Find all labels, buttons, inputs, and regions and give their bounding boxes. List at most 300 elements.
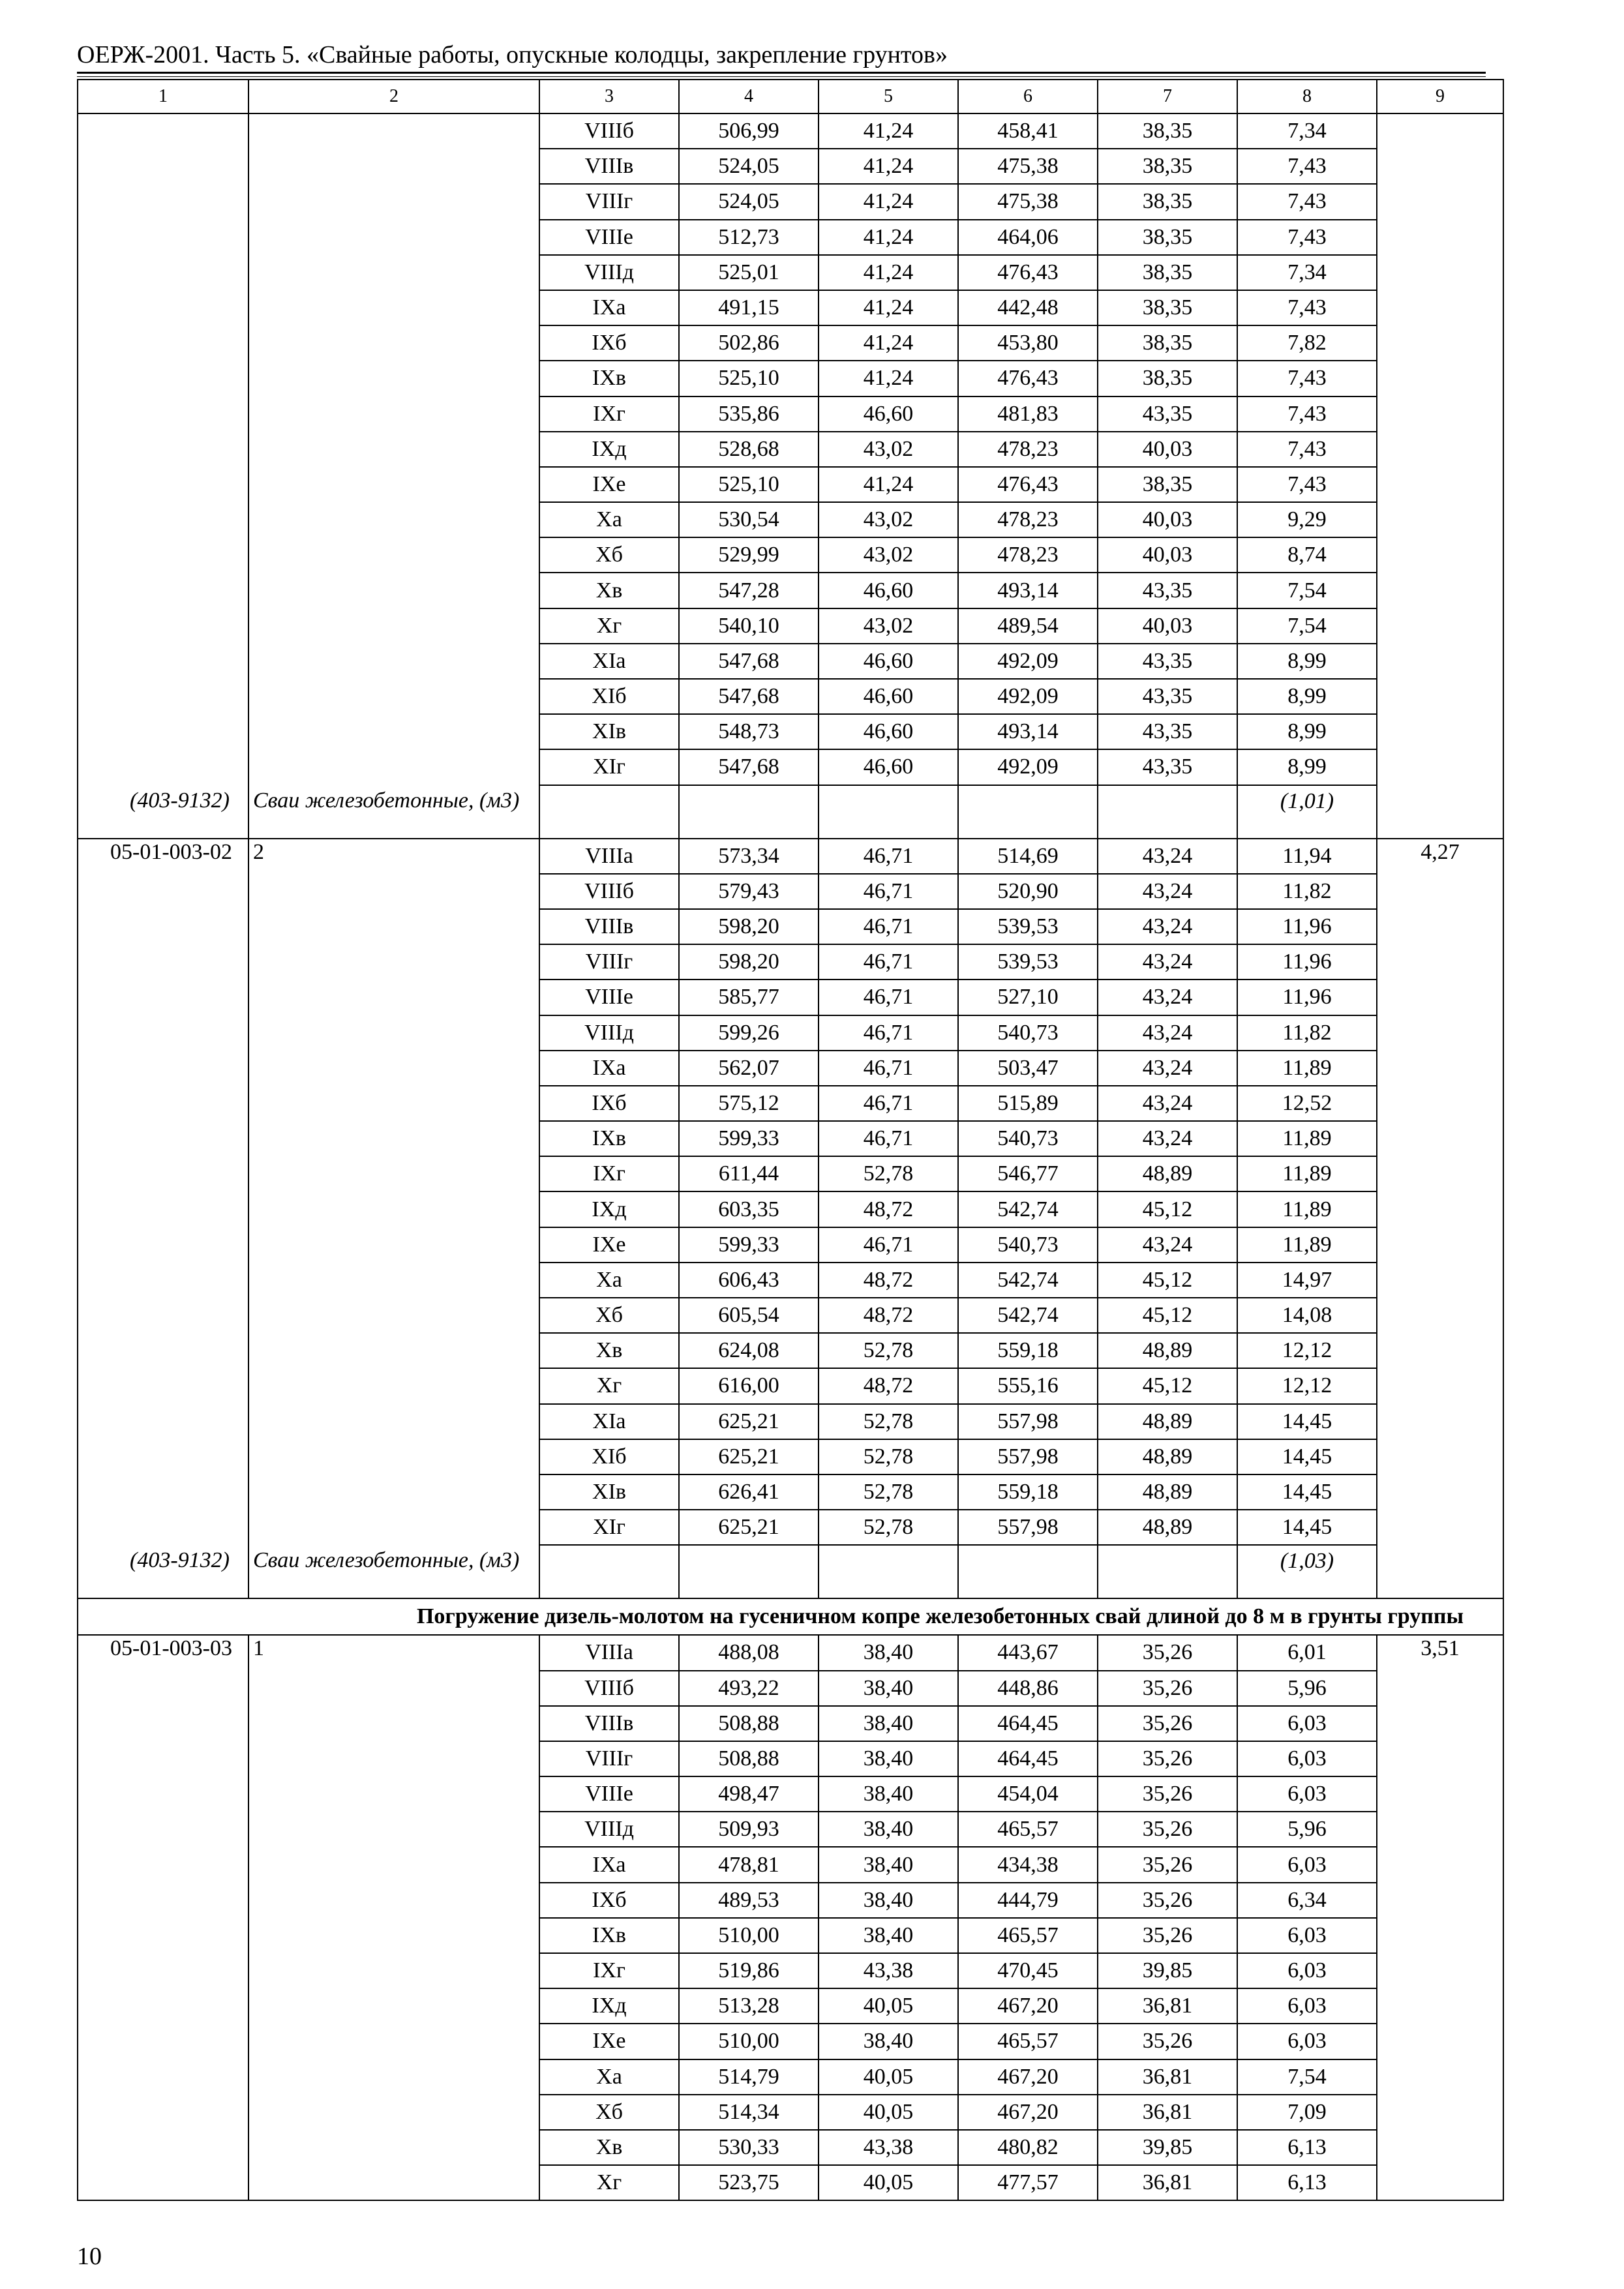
machine-cost: 470,45 (958, 1953, 1098, 1988)
empty-cell (78, 361, 248, 396)
machine-cost: 492,09 (958, 749, 1098, 785)
direct-cost: 525,10 (679, 361, 819, 396)
table-row (78, 1812, 1503, 1847)
table-row (78, 1263, 1503, 1298)
materials-cost: 14,45 (1237, 1404, 1377, 1439)
soil-group: VIIIг (539, 944, 679, 980)
table-row (78, 2024, 1503, 2059)
direct-cost: 509,93 (679, 1812, 819, 1847)
materials-cost: 5,96 (1237, 1671, 1377, 1706)
column-number: 1 (78, 80, 248, 113)
materials-cost: 6,03 (1237, 1988, 1377, 2024)
operator-wage: 45,12 (1098, 1368, 1237, 1403)
operator-wage: 39,85 (1098, 1953, 1237, 1988)
empty-cell (1377, 1404, 1503, 1439)
empty-cell (539, 1545, 679, 1598)
labor-cost: 38,40 (819, 1741, 958, 1776)
materials-cost: 11,96 (1237, 980, 1377, 1015)
empty-cell (1377, 944, 1503, 980)
empty-cell (78, 1227, 248, 1263)
labor-cost: 38,40 (819, 1671, 958, 1706)
machine-cost: 542,74 (958, 1263, 1098, 1298)
soil-group: Xа (539, 502, 679, 537)
machine-cost: 478,23 (958, 432, 1098, 467)
empty-cell (1377, 749, 1503, 785)
empty-cell (1377, 1918, 1503, 1953)
empty-cell (1377, 290, 1503, 325)
direct-cost: 508,88 (679, 1706, 819, 1741)
labor-cost: 40,05 (819, 1988, 958, 2024)
empty-cell (1377, 1439, 1503, 1474)
machine-cost: 465,57 (958, 1918, 1098, 1953)
empty-cell (78, 396, 248, 432)
empty-cell (78, 874, 248, 909)
machine-cost: 540,73 (958, 1121, 1098, 1156)
empty-cell (1377, 1015, 1503, 1051)
empty-cell (248, 1706, 539, 1741)
labor-cost: 38,40 (819, 1776, 958, 1812)
materials-cost: 14,45 (1237, 1474, 1377, 1510)
operator-wage: 43,24 (1098, 839, 1237, 874)
soil-group: XIв (539, 1474, 679, 1510)
empty-cell (248, 573, 539, 608)
labor-cost: 41,24 (819, 467, 958, 502)
machine-cost: 448,86 (958, 1671, 1098, 1706)
soil-group: IXд (539, 1191, 679, 1227)
labor-cost: 46,60 (819, 679, 958, 714)
machine-cost: 492,09 (958, 644, 1098, 679)
empty-cell (1377, 1298, 1503, 1333)
direct-cost: 491,15 (679, 290, 819, 325)
table-row (78, 502, 1503, 537)
operator-wage: 45,12 (1098, 1191, 1237, 1227)
soil-group: Xг (539, 1368, 679, 1403)
labor-cost: 43,02 (819, 502, 958, 537)
empty-cell (78, 1298, 248, 1333)
operator-wage: 35,26 (1098, 1671, 1237, 1706)
soil-group: IXб (539, 1883, 679, 1918)
operator-wage: 43,24 (1098, 944, 1237, 980)
operator-wage: 38,35 (1098, 361, 1237, 396)
norm-variant (248, 113, 539, 149)
table-row (78, 2130, 1503, 2165)
direct-cost: 547,68 (679, 749, 819, 785)
direct-cost: 585,77 (679, 980, 819, 1015)
operator-wage: 35,26 (1098, 1706, 1237, 1741)
norms-table (77, 79, 1504, 2201)
materials-cost: 11,89 (1237, 1121, 1377, 1156)
norm-code: 05-01-003-03 (78, 1635, 248, 1670)
empty-cell (78, 1333, 248, 1368)
operator-wage: 40,03 (1098, 502, 1237, 537)
resource-name: Сваи железобетонные, (м3) (248, 785, 539, 839)
materials-cost: 7,43 (1237, 290, 1377, 325)
empty-cell (248, 1988, 539, 2024)
empty-cell (1377, 1545, 1503, 1598)
empty-cell (248, 644, 539, 679)
operator-wage: 43,35 (1098, 573, 1237, 608)
soil-group: XIг (539, 1510, 679, 1545)
soil-group: IXд (539, 432, 679, 467)
direct-cost: 514,34 (679, 2095, 819, 2130)
empty-cell (1377, 2165, 1503, 2200)
labor-cost: 48,72 (819, 1263, 958, 1298)
empty-cell (78, 679, 248, 714)
empty-cell (78, 1051, 248, 1086)
labor-cost: 48,72 (819, 1191, 958, 1227)
direct-cost: 575,12 (679, 1086, 819, 1121)
empty-cell (248, 1015, 539, 1051)
empty-cell (78, 1918, 248, 1953)
table-row (78, 1635, 1503, 1670)
direct-cost: 579,43 (679, 874, 819, 909)
soil-group: Xг (539, 2165, 679, 2200)
soil-group: VIIIа (539, 1635, 679, 1670)
soil-group: IXв (539, 361, 679, 396)
empty-cell (248, 1156, 539, 1191)
table-row (78, 184, 1503, 219)
labor-cost: 38,40 (819, 1812, 958, 1847)
labor-cost: 41,24 (819, 113, 958, 149)
empty-cell (78, 944, 248, 980)
machine-cost: 465,57 (958, 1812, 1098, 1847)
table-row (78, 149, 1503, 184)
direct-cost: 529,99 (679, 537, 819, 573)
column-number: 2 (248, 80, 539, 113)
empty-cell (248, 2165, 539, 2200)
table-row (78, 679, 1503, 714)
labor-cost: 41,24 (819, 149, 958, 184)
empty-cell (1377, 537, 1503, 573)
labor-cost: 38,40 (819, 1883, 958, 1918)
page-number: 10 (77, 2243, 102, 2270)
table-row (78, 1051, 1503, 1086)
materials-cost: 12,12 (1237, 1368, 1377, 1403)
section-title: Погружение дизель-молотом на гусеничном копре железобетонных свай длиной до 8 м в грунты группы (78, 1598, 1503, 1635)
empty-cell (1377, 608, 1503, 644)
table-row (78, 113, 1503, 149)
materials-cost: 12,52 (1237, 1086, 1377, 1121)
materials-cost: 7,34 (1237, 255, 1377, 290)
empty-cell (78, 1671, 248, 1706)
empty-cell (248, 2130, 539, 2165)
machine-cost: 475,38 (958, 149, 1098, 184)
empty-cell (78, 1741, 248, 1776)
table-row (78, 980, 1503, 1015)
table-row (78, 1706, 1503, 1741)
table-row (78, 1086, 1503, 1121)
operator-wage: 43,35 (1098, 749, 1237, 785)
materials-cost: 7,54 (1237, 2059, 1377, 2095)
operator-wage: 40,03 (1098, 432, 1237, 467)
direct-cost: 524,05 (679, 149, 819, 184)
labor-cost: 52,78 (819, 1333, 958, 1368)
materials-cost: 6,03 (1237, 1847, 1377, 1882)
column-number: 4 (679, 80, 819, 113)
table-row (78, 2165, 1503, 2200)
machine-cost: 514,69 (958, 839, 1098, 874)
labor-cost: 46,71 (819, 874, 958, 909)
direct-cost: 540,10 (679, 608, 819, 644)
empty-cell (1377, 1510, 1503, 1545)
soil-group: IXв (539, 1121, 679, 1156)
empty-cell (1377, 432, 1503, 467)
direct-cost: 547,28 (679, 573, 819, 608)
materials-cost: 7,43 (1237, 467, 1377, 502)
materials-cost: 11,96 (1237, 944, 1377, 980)
empty-cell (78, 1086, 248, 1121)
machine-cost: 559,18 (958, 1333, 1098, 1368)
operator-wage: 43,35 (1098, 679, 1237, 714)
table-row (78, 1298, 1503, 1333)
soil-group: IXа (539, 290, 679, 325)
soil-group: IXа (539, 1847, 679, 1882)
empty-cell (248, 149, 539, 184)
empty-cell (1377, 1847, 1503, 1882)
labor-cost: 43,38 (819, 1953, 958, 1988)
table-row (78, 1156, 1503, 1191)
empty-cell (1377, 2130, 1503, 2165)
labor-cost: 41,24 (819, 325, 958, 361)
machine-cost: 480,82 (958, 2130, 1098, 2165)
empty-cell (78, 2024, 248, 2059)
empty-cell (248, 1227, 539, 1263)
machine-cost: 540,73 (958, 1015, 1098, 1051)
direct-cost: 603,35 (679, 1191, 819, 1227)
resource-quantity: (1,01) (1237, 785, 1377, 839)
soil-group: VIIIб (539, 113, 679, 149)
materials-cost: 5,96 (1237, 1812, 1377, 1847)
machine-cost: 467,20 (958, 2059, 1098, 2095)
labor-cost: 46,60 (819, 396, 958, 432)
direct-cost: 605,54 (679, 1298, 819, 1333)
direct-cost: 525,01 (679, 255, 819, 290)
direct-cost: 510,00 (679, 1918, 819, 1953)
labor-cost: 46,71 (819, 909, 958, 944)
operator-wage: 35,26 (1098, 1741, 1237, 1776)
empty-cell (78, 1812, 248, 1847)
soil-group: VIIIг (539, 184, 679, 219)
empty-cell (78, 220, 248, 255)
operator-wage: 48,89 (1098, 1404, 1237, 1439)
empty-cell (248, 220, 539, 255)
operator-wage: 38,35 (1098, 290, 1237, 325)
machine-cost: 492,09 (958, 679, 1098, 714)
direct-cost: 562,07 (679, 1051, 819, 1086)
materials-cost: 11,94 (1237, 839, 1377, 874)
empty-cell (679, 1545, 819, 1598)
operator-wage: 48,89 (1098, 1156, 1237, 1191)
empty-cell (78, 467, 248, 502)
table-row (78, 1883, 1503, 1918)
materials-cost: 6,03 (1237, 1953, 1377, 1988)
empty-cell (78, 1015, 248, 1051)
resource-quantity: (1,03) (1237, 1545, 1377, 1598)
machine-cost: 539,53 (958, 909, 1098, 944)
empty-cell (248, 290, 539, 325)
machine-cost: 557,98 (958, 1439, 1098, 1474)
soil-group: IXд (539, 1988, 679, 2024)
empty-cell (248, 1404, 539, 1439)
materials-cost: 6,03 (1237, 1706, 1377, 1741)
operator-wage: 48,89 (1098, 1439, 1237, 1474)
empty-cell (78, 1191, 248, 1227)
column-number: 9 (1377, 80, 1503, 113)
empty-cell (248, 909, 539, 944)
soil-group: IXг (539, 396, 679, 432)
empty-cell (248, 325, 539, 361)
empty-cell (248, 1263, 539, 1298)
empty-cell (1377, 1086, 1503, 1121)
empty-cell (248, 1741, 539, 1776)
machine-cost: 542,74 (958, 1298, 1098, 1333)
materials-cost: 12,12 (1237, 1333, 1377, 1368)
resource-note-row (78, 1545, 1503, 1598)
materials-cost: 7,43 (1237, 184, 1377, 219)
empty-cell (1377, 255, 1503, 290)
machine-cost: 542,74 (958, 1191, 1098, 1227)
soil-group: XIа (539, 1404, 679, 1439)
table-row (78, 1510, 1503, 1545)
materials-cost: 14,97 (1237, 1263, 1377, 1298)
labor-cost: 46,71 (819, 1015, 958, 1051)
empty-cell (78, 1439, 248, 1474)
empty-cell (78, 325, 248, 361)
labor-cost: 40,05 (819, 2165, 958, 2200)
soil-group: XIг (539, 749, 679, 785)
machine-cost: 454,04 (958, 1776, 1098, 1812)
labor-cost: 46,71 (819, 1051, 958, 1086)
labor-cost: 52,78 (819, 1439, 958, 1474)
empty-cell (78, 255, 248, 290)
labor-cost: 48,72 (819, 1368, 958, 1403)
operator-wage: 43,24 (1098, 1051, 1237, 1086)
empty-cell (78, 1404, 248, 1439)
page-header: ОЕРЖ-2001. Часть 5. «Свайные работы, опускные колодцы, закрепление грунтов» (77, 41, 948, 68)
materials-cost: 6,13 (1237, 2165, 1377, 2200)
norm-variant: 2 (248, 839, 539, 874)
materials-cost: 8,99 (1237, 679, 1377, 714)
header-rule (77, 72, 1486, 74)
operator-wage: 35,26 (1098, 1776, 1237, 1812)
table-row (78, 220, 1503, 255)
soil-group: Xв (539, 1333, 679, 1368)
empty-cell (1377, 1368, 1503, 1403)
empty-cell (248, 980, 539, 1015)
labor-cost: 46,60 (819, 644, 958, 679)
machine-cost: 478,23 (958, 502, 1098, 537)
empty-cell (1377, 2024, 1503, 2059)
direct-cost: 514,79 (679, 2059, 819, 2095)
operator-wage: 36,81 (1098, 2059, 1237, 2095)
machine-cost: 467,20 (958, 1988, 1098, 2024)
soil-group: IXб (539, 1086, 679, 1121)
empty-cell (248, 1918, 539, 1953)
empty-cell (248, 2024, 539, 2059)
norm-code (78, 113, 248, 149)
empty-cell (1377, 714, 1503, 749)
direct-cost: 547,68 (679, 679, 819, 714)
empty-cell (78, 644, 248, 679)
direct-cost: 523,75 (679, 2165, 819, 2200)
empty-cell (248, 944, 539, 980)
operator-wage: 38,35 (1098, 325, 1237, 361)
materials-cost: 7,54 (1237, 573, 1377, 608)
soil-group: IXб (539, 325, 679, 361)
machine-cost: 481,83 (958, 396, 1098, 432)
machine-cost: 489,54 (958, 608, 1098, 644)
labor-cost: 52,78 (819, 1404, 958, 1439)
machine-cost: 475,38 (958, 184, 1098, 219)
empty-cell (1377, 980, 1503, 1015)
materials-cost: 7,09 (1237, 2095, 1377, 2130)
soil-group: XIа (539, 644, 679, 679)
operator-wage: 36,81 (1098, 2165, 1237, 2200)
empty-cell (248, 1953, 539, 1988)
empty-cell (1377, 1191, 1503, 1227)
soil-group: IXе (539, 1227, 679, 1263)
materials-cost: 6,34 (1237, 1883, 1377, 1918)
empty-cell (248, 2059, 539, 2095)
materials-cost: 7,34 (1237, 113, 1377, 149)
direct-cost: 506,99 (679, 113, 819, 149)
direct-cost: 547,68 (679, 644, 819, 679)
empty-cell (78, 1156, 248, 1191)
empty-cell (78, 2059, 248, 2095)
labor-hours: 4,27 (1377, 839, 1503, 874)
norm-code: 05-01-003-02 (78, 839, 248, 874)
materials-cost: 7,54 (1237, 608, 1377, 644)
labor-cost: 38,40 (819, 1847, 958, 1882)
direct-cost: 489,53 (679, 1883, 819, 1918)
machine-cost: 453,80 (958, 325, 1098, 361)
empty-cell (248, 1776, 539, 1812)
direct-cost: 528,68 (679, 432, 819, 467)
direct-cost: 599,33 (679, 1121, 819, 1156)
empty-cell (248, 679, 539, 714)
operator-wage: 48,89 (1098, 1510, 1237, 1545)
empty-cell (78, 2165, 248, 2200)
empty-cell (78, 1883, 248, 1918)
labor-cost: 46,60 (819, 714, 958, 749)
empty-cell (1098, 785, 1237, 839)
empty-cell (958, 1545, 1098, 1598)
operator-wage: 43,35 (1098, 644, 1237, 679)
table-row (78, 2059, 1503, 2095)
soil-group: VIIIб (539, 1671, 679, 1706)
operator-wage: 48,89 (1098, 1333, 1237, 1368)
direct-cost: 510,00 (679, 2024, 819, 2059)
direct-cost: 626,41 (679, 1474, 819, 1510)
table-row (78, 608, 1503, 644)
labor-cost: 46,71 (819, 1086, 958, 1121)
materials-cost: 7,43 (1237, 396, 1377, 432)
empty-cell (248, 1191, 539, 1227)
labor-cost: 48,72 (819, 1298, 958, 1333)
direct-cost: 625,21 (679, 1510, 819, 1545)
empty-cell (78, 1368, 248, 1403)
soil-group: IXе (539, 467, 679, 502)
table-row (78, 1776, 1503, 1812)
empty-cell (248, 1121, 539, 1156)
operator-wage: 38,35 (1098, 467, 1237, 502)
direct-cost: 616,00 (679, 1368, 819, 1403)
empty-cell (78, 1121, 248, 1156)
table-row (78, 749, 1503, 785)
table-row (78, 432, 1503, 467)
empty-cell (1377, 1227, 1503, 1263)
materials-cost: 7,43 (1237, 220, 1377, 255)
